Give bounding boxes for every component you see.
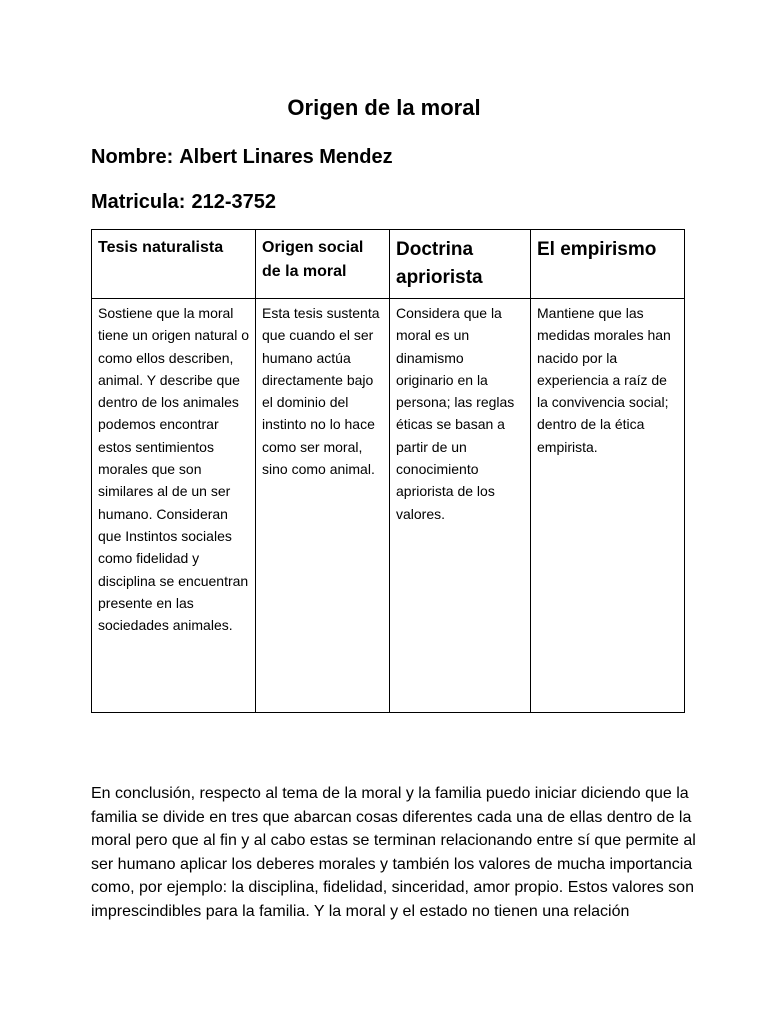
header-empirismo: El empirismo — [531, 230, 685, 299]
header-doctrina-apriorista: Doctrina apriorista — [390, 230, 531, 299]
page-title: Origen de la moral — [287, 95, 481, 120]
student-id — [91, 191, 276, 214]
matricula-label: Matricula: — [91, 191, 186, 213]
name-label: Nombre: — [91, 146, 174, 168]
cell-origen-social: Esta tesis sustenta que cuando el ser humano actúa directamente bajo el dominio del instinto no lo hace como ser moral, sino como animal. — [256, 299, 390, 713]
conclusion-paragraph: En conclusión, respecto al tema de la moral y la familia puedo iniciar diciendo que la familia se divide en tres que abarcan cosas diferentes cada una de ellas dentro de la moral pero que al fin y al cabo estas se terminan relacionando entre sí que permite al ser humano aplicar los deberes morales y también los valores de mucha importancia como, por ejemplo: la disciplina, fidelidad, sinceridad, amor propio. Estos valores son imprescindibles para la familia. Y la moral y el estado no tienen una relación — [91, 785, 696, 920]
table-row — [92, 299, 685, 713]
cell-doctrina-apriorista: Considera que la moral es un dinamismo originario en la persona; las reglas éticas se basan a partir de un conocimiento apriorista de los valores. — [390, 299, 531, 713]
matricula-value: 212-3752 — [191, 191, 276, 213]
table-header-row — [92, 230, 685, 299]
moral-origins-table — [91, 229, 685, 713]
cell-tesis-naturalista: Sostiene que la moral tiene un origen natural o como ellos describen, animal. Y describe que dentro de los animales podemos encontrar estos sentimientos morales que son similares al de un ser humano. Consideran que Instintos sociales como fidelidad y disciplina se encuentran presente en las sociedades animales. — [92, 299, 256, 713]
student-name — [91, 146, 393, 169]
header-origen-social: Origen social de la moral — [256, 230, 390, 299]
header-tesis-naturalista: Tesis naturalista — [92, 230, 256, 299]
cell-empirismo: Mantiene que las medidas morales han nacido por la experiencia a raíz de la convivencia social; dentro de la ética empirista. — [531, 299, 685, 713]
name-value: Albert Linares Mendez — [179, 146, 393, 168]
